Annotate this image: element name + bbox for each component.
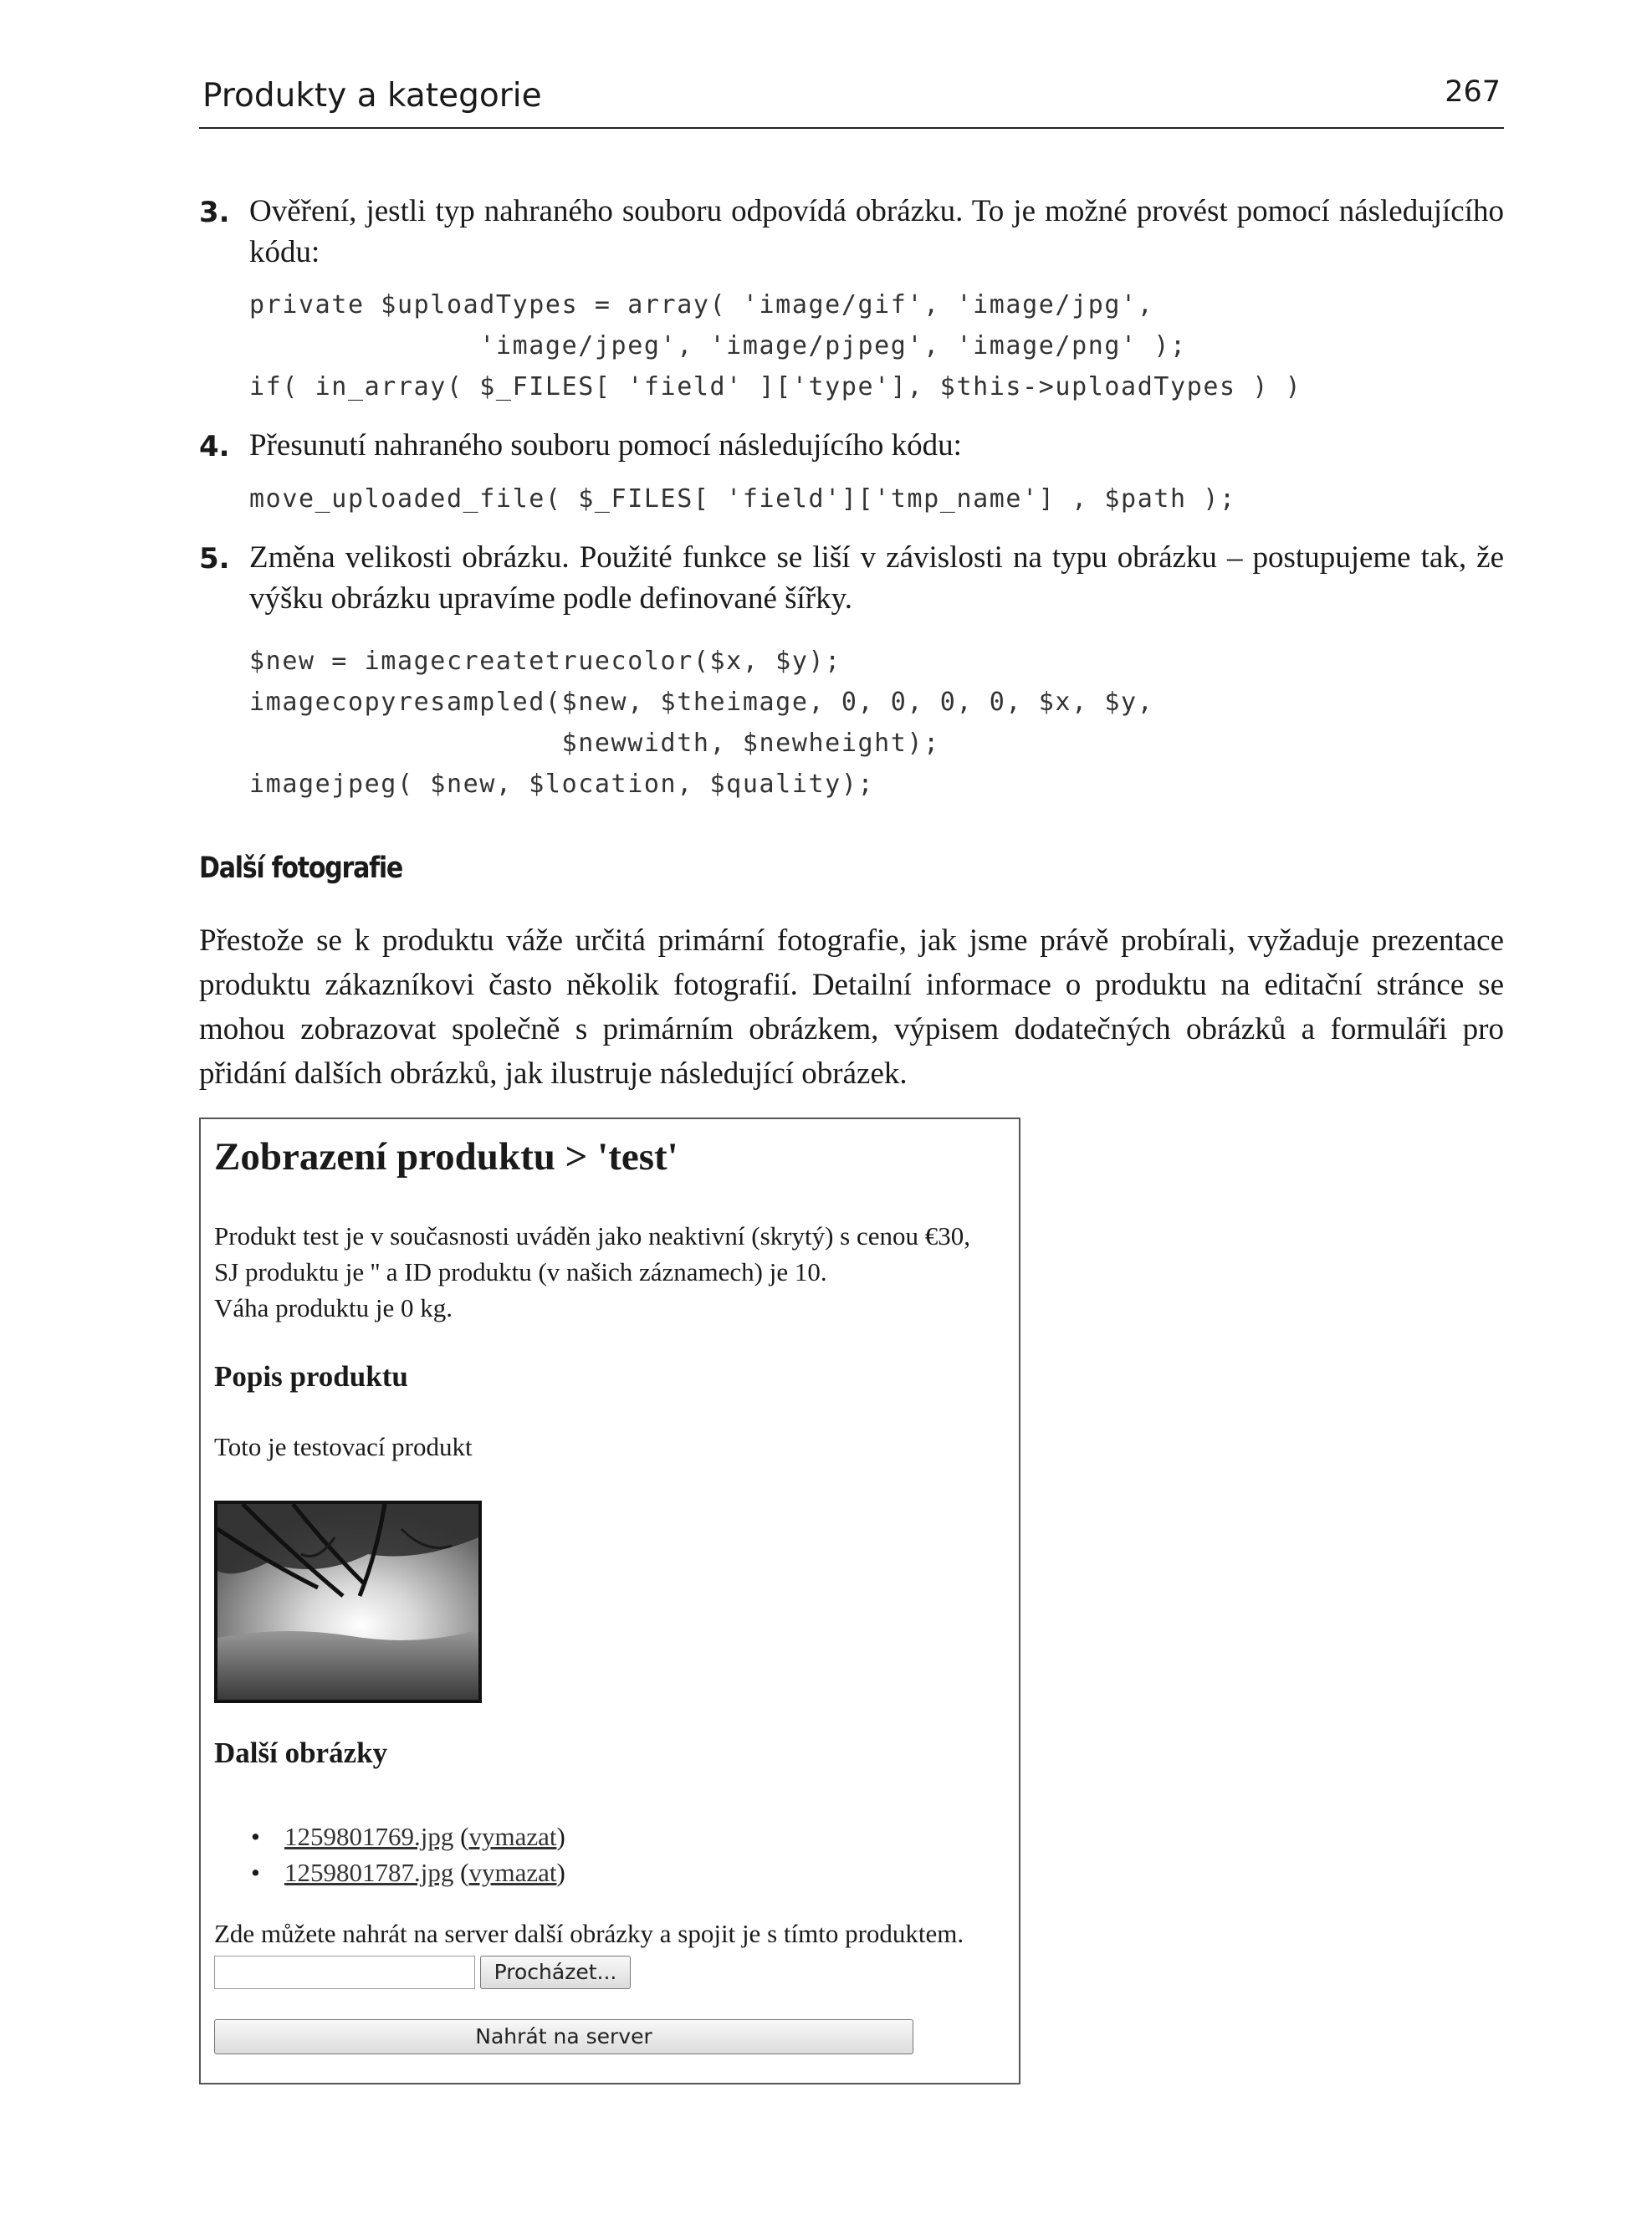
bullet: • xyxy=(251,1822,260,1851)
step-number: 5. xyxy=(199,542,230,575)
code-block: private $uploadTypes = array( 'image/gif', 'image/jpg', 'image/jpeg', 'image/pjpeg', 'image/png' ); if( in_array( $_FILES[ 'field' ]['type'], $this->uploadTypes ) ) xyxy=(249,290,1302,402)
running-header xyxy=(199,77,1504,129)
section-heading: Další fotografie xyxy=(199,852,403,885)
chapter-title: Produkty a kategorie xyxy=(202,77,542,115)
delete-image-link[interactable]: vymazat xyxy=(468,1858,557,1887)
image-file-link[interactable]: 1259801787.jpg xyxy=(284,1858,454,1887)
product-view-heading: Zobrazení produktu > 'test' xyxy=(214,1135,678,1179)
product-description: Toto je testovací produkt xyxy=(214,1432,473,1461)
primary-product-image xyxy=(214,1501,482,1703)
product-info-line: SJ produktu je '' a ID produktu (v našich záznamech) je 10. xyxy=(214,1257,827,1286)
upload-instructions: Zde můžete nahrát na server další obrázky a spojit je s tímto produktem. xyxy=(214,1919,964,1948)
paren-close: ) xyxy=(556,1822,565,1851)
more-images-heading: Další obrázky xyxy=(214,1737,388,1769)
product-info-line: Váha produktu je 0 kg. xyxy=(214,1293,453,1322)
step-number: 3. xyxy=(199,196,230,229)
code-block: $new = imagecreatetruecolor($x, $y); imagecopyresampled($new, $theimage, 0, 0, 0, 0, $x, $y, $newwidth, $newheight); imagejpeg( $new, $location, $quality); xyxy=(249,647,1154,799)
code-block: move_uploaded_file( $_FILES[ 'field']['tmp_name'] , $path ); xyxy=(249,484,1236,514)
step-text: Přesunutí nahraného souboru pomocí následujícího kódu: xyxy=(249,428,962,463)
browse-button[interactable]: Procházet... xyxy=(480,1956,631,1989)
additional-images-list xyxy=(251,1818,565,1890)
list-item xyxy=(251,1854,565,1890)
step-text: Změna velikosti obrázku. Použité funkce se liší v závislosti na typu obrázku – postupujeme tak, že výšku obrázku upravíme podle definované šířky. xyxy=(249,540,1504,616)
product-info-line: Produkt test je v současnosti uváděn jako neaktivní (skrytý) s cenou €30, xyxy=(214,1221,971,1251)
step-number: 4. xyxy=(199,430,230,463)
paren-open: ( xyxy=(460,1822,469,1851)
bullet: • xyxy=(251,1858,260,1887)
delete-image-link[interactable]: vymazat xyxy=(468,1822,557,1851)
upload-button[interactable]: Nahrát na server xyxy=(214,2019,913,2054)
step-text: Ověření, jestli typ nahraného souboru odpovídá obrázku. To je možné provést pomocí následujícího kódu: xyxy=(249,194,1504,269)
paren-close: ) xyxy=(556,1858,565,1887)
list-item xyxy=(251,1818,565,1854)
product-view-screenshot xyxy=(199,1118,1020,2084)
section-paragraph: Přestože se k produktu váže určitá primární fotografie, jak jsme právě probírali, vyžaduje prezentace produktu zákazníkovi často několik fotografií. Detailní informace o produktu na editační stránce se mohou zobrazovat společně s primárním obrázkem, výpisem dodatečných obrázků a formuláři pro přidání dalších obrázků, jak ilustruje následující obrázek. xyxy=(199,923,1504,1091)
paren-open: ( xyxy=(460,1858,469,1887)
description-heading: Popis produktu xyxy=(214,1360,408,1393)
landscape-photo xyxy=(217,1504,478,1700)
product-info xyxy=(214,1218,1017,1326)
image-file-link[interactable]: 1259801769.jpg xyxy=(284,1822,454,1851)
file-path-input[interactable] xyxy=(214,1956,475,1989)
page-number: 267 xyxy=(1445,75,1501,109)
